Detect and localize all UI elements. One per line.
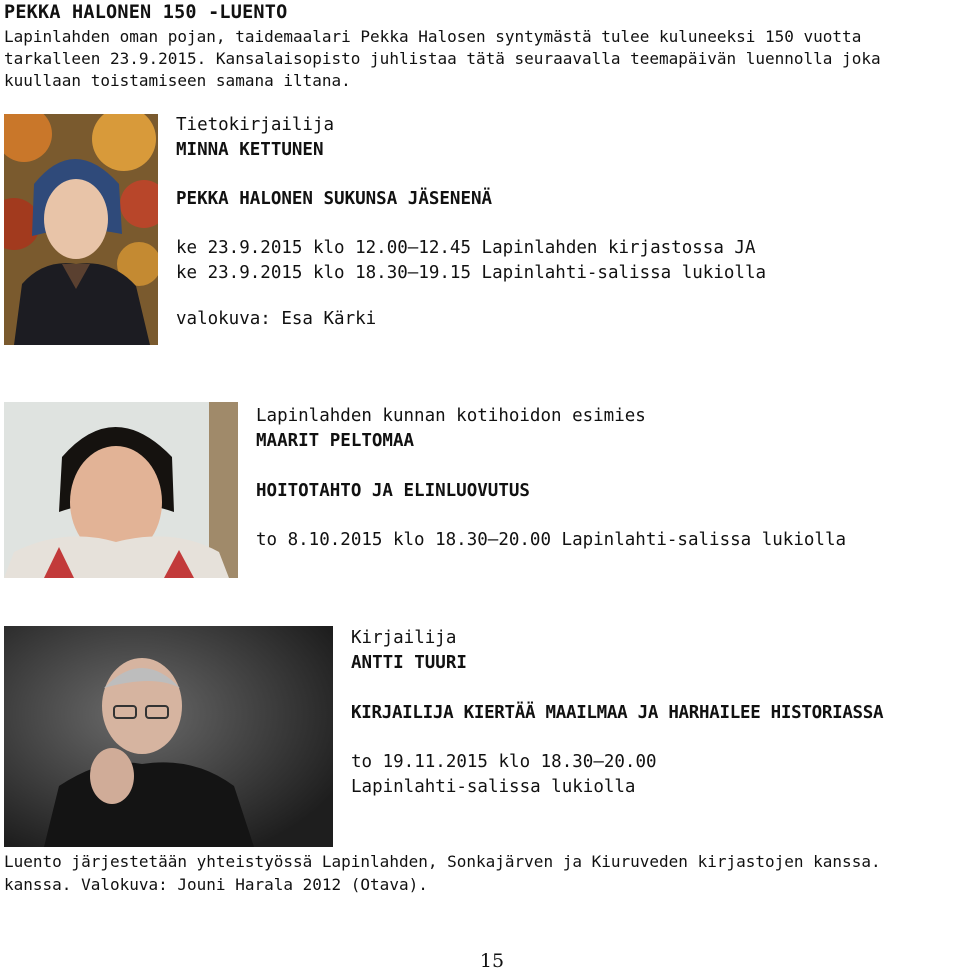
footer-note (4, 850, 881, 896)
lecture-2-role: Lapinlahden kunnan kotihoidon esimies (256, 406, 646, 426)
lecture-1-name: MINNA KETTUNEN (176, 140, 324, 160)
lecture-2-topic: HOITOTAHTO JA ELINLUOVUTUS (256, 481, 530, 501)
photo-maarit-peltomaa (4, 402, 238, 578)
photo-antti-tuuri (4, 626, 333, 847)
intro-paragraph (4, 26, 881, 92)
lecture-1-time: ke 23.9.2015 klo 18.30–19.15 Lapinlahti-salissa lukiolla (176, 263, 767, 283)
lecture-2-time: to 8.10.2015 klo 18.30–20.00 Lapinlahti-salissa lukiolla (256, 530, 847, 550)
lecture-1-role: Tietokirjailija (176, 115, 335, 135)
intro-line: Lapinlahden oman pojan, taidemaalari Pekka Halosen syntymästä tulee kuluneeksi 150 vuotta (4, 27, 862, 46)
lecture-1-topic: PEKKA HALONEN SUKUNSA JÄSENENÄ (176, 189, 493, 209)
page-title: PEKKA HALONEN 150 -LUENTO (4, 2, 288, 23)
lecture-3-name: ANTTI TUURI (351, 653, 467, 673)
lecture-3-role: Kirjailija (351, 628, 457, 648)
lecture-3-time: Lapinlahti-salissa lukiolla (351, 777, 636, 797)
lecture-3-time: to 19.11.2015 klo 18.30–20.00 (351, 752, 657, 772)
page-number: 15 (479, 950, 505, 972)
lecture-3-topic: KIRJAILIJA KIERTÄÄ MAAILMAA JA HARHAILEE HISTORIASSA (351, 703, 884, 723)
photo-minna-kettunen (4, 114, 158, 345)
intro-line: kuullaan toistamiseen samana iltana. (4, 71, 351, 90)
lecture-1-time: ke 23.9.2015 klo 12.00–12.45 Lapinlahden kirjastossa JA (176, 238, 756, 258)
lecture-1-photo-credit: valokuva: Esa Kärki (176, 309, 377, 329)
lecture-2-name: MAARIT PELTOMAA (256, 431, 415, 451)
footer-line: Luento järjestetään yhteistyössä Lapinlahden, Sonkajärven ja Kiuruveden kirjastojen kanssa. (4, 852, 881, 871)
intro-line: tarkalleen 23.9.2015. Kansalaisopisto juhlistaa tätä seuraavalla teemapäivän luennolla joka (4, 49, 881, 68)
footer-line: kanssa. Valokuva: Jouni Harala 2012 (Otava). (4, 875, 428, 894)
